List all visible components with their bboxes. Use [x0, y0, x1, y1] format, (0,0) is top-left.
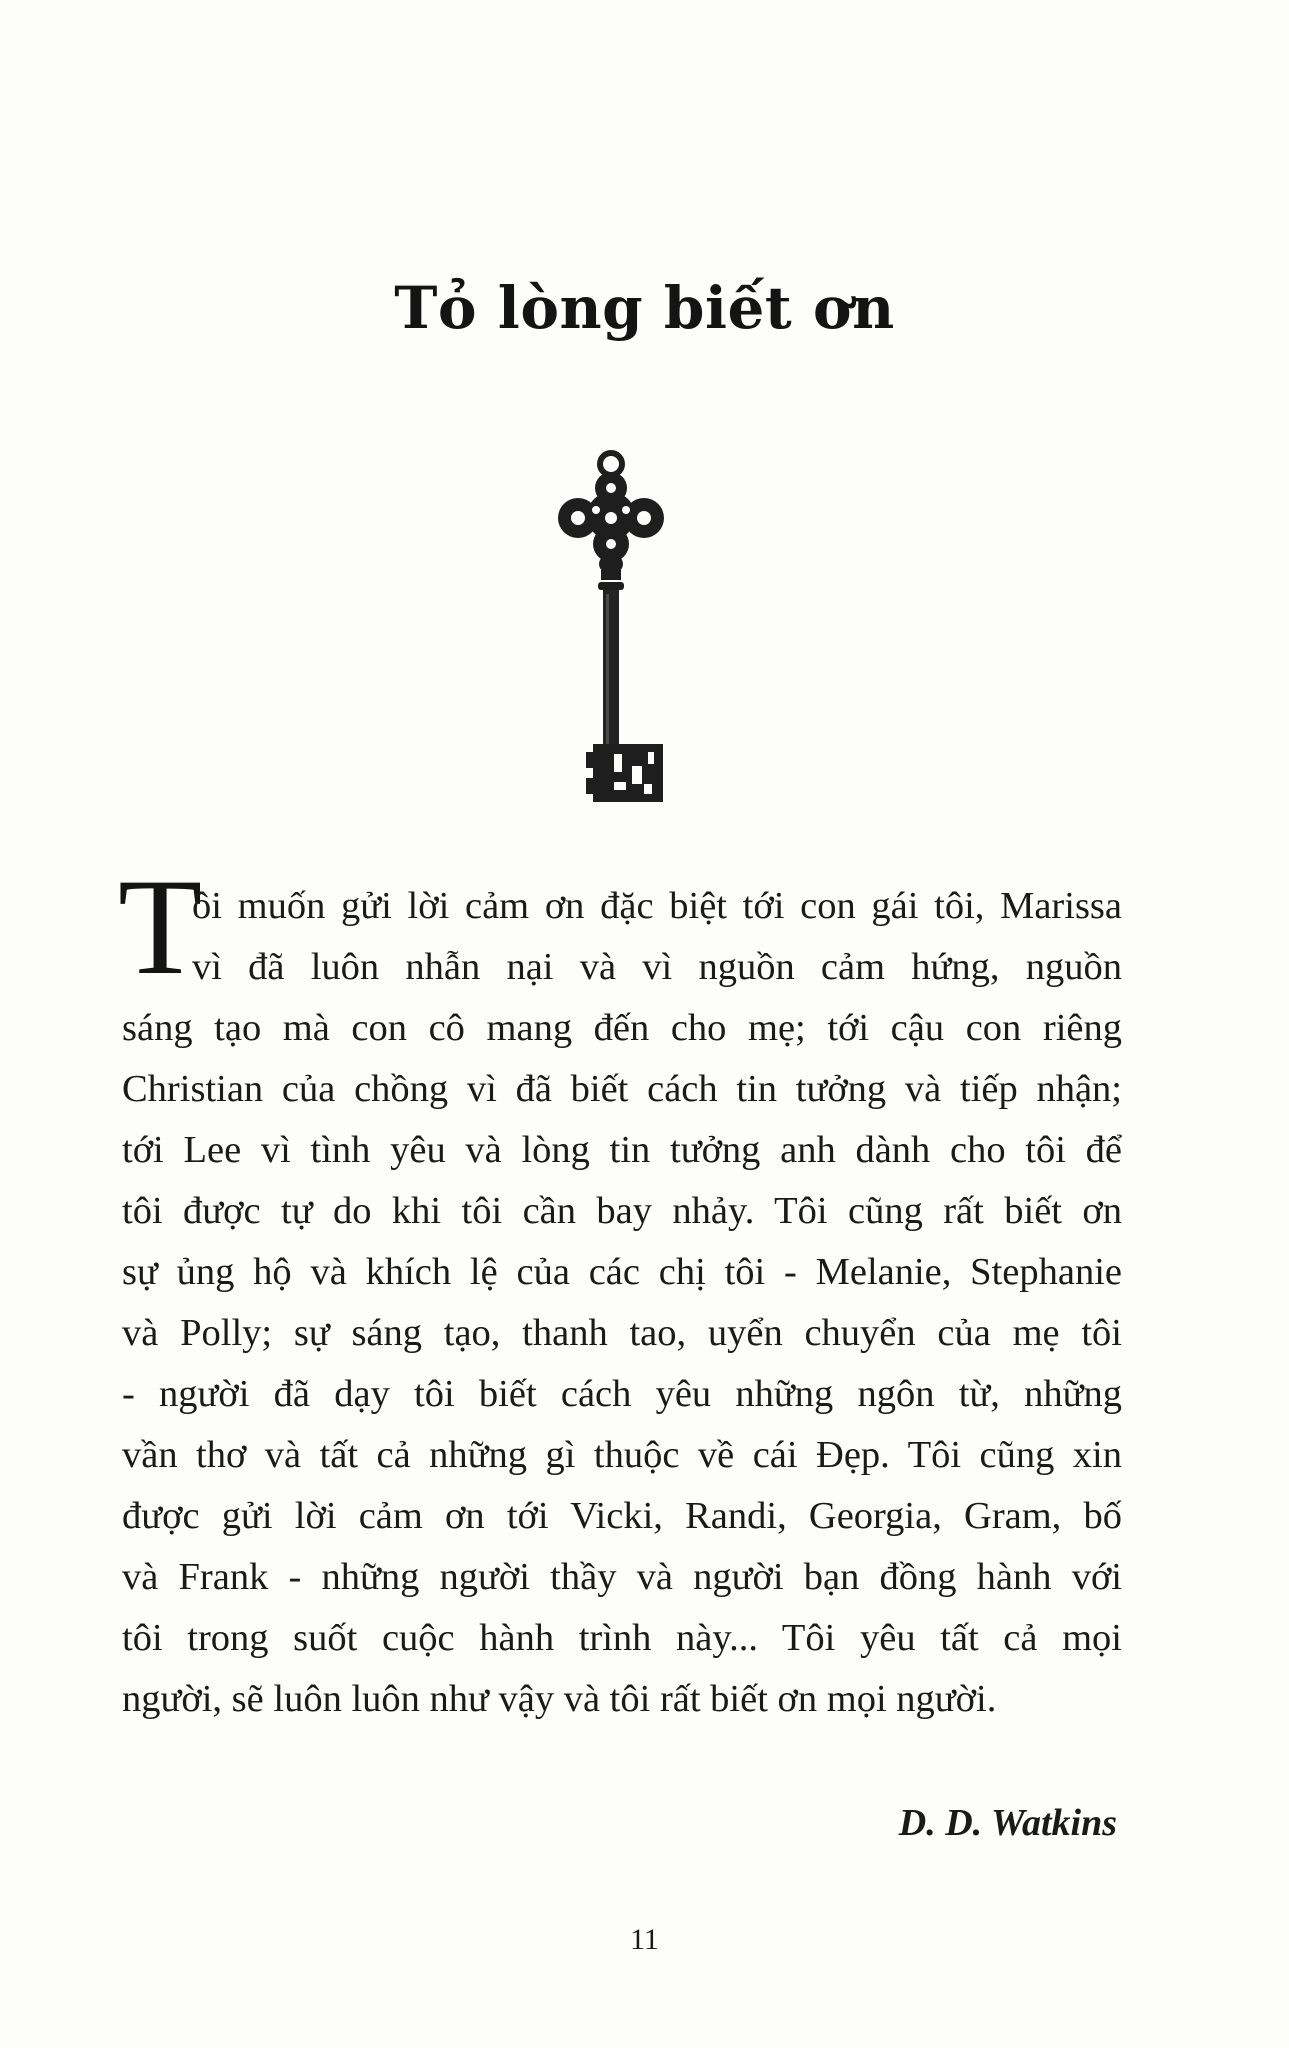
author-signature: D. D. Watkins	[898, 1802, 1117, 1844]
drop-cap: T	[118, 850, 203, 1003]
key-icon	[548, 448, 674, 808]
page-title: Tỏ lòng biết ơn	[394, 274, 895, 342]
paragraph-line: vần thơ và tất cả những gì thuộc về cái Đẹp. Tôi cũng xin	[122, 1434, 1122, 1476]
paragraph-line: và Polly; sự sáng tạo, thanh tao, uyển chuyển của mẹ tôi	[122, 1312, 1122, 1354]
paragraph-line: tôi được tự do khi tôi cần bay nhảy. Tôi cũng rất biết ơn	[122, 1190, 1122, 1232]
paragraph-line: vì đã luôn nhẫn nại và vì nguồn cảm hứng, nguồn	[192, 946, 1122, 988]
paragraph-line: người, sẽ luôn luôn như vậy và tôi rất biết ơn mọi người.	[122, 1678, 997, 1720]
paragraph-line: tới Lee vì tình yêu và lòng tin tưởng anh dành cho tôi để	[122, 1129, 1122, 1171]
paragraph-line: sự ủng hộ và khích lệ của các chị tôi - Melanie, Stephanie	[122, 1251, 1122, 1293]
page-number: 11	[630, 1923, 659, 1956]
paragraph-line: ôi muốn gửi lời cảm ơn đặc biệt tới con gái tôi, Marissa	[192, 885, 1122, 927]
paragraph-line: và Frank - những người thầy và người bạn đồng hành với	[122, 1556, 1122, 1598]
paragraph-line: tôi trong suốt cuộc hành trình này... Tôi yêu tất cả mọi	[122, 1617, 1122, 1659]
paragraph-line: - người đã dạy tôi biết cách yêu những ngôn từ, những	[122, 1373, 1122, 1415]
paragraph-line: được gửi lời cảm ơn tới Vicki, Randi, Georgia, Gram, bố	[122, 1495, 1122, 1537]
acknowledgement-paragraph	[122, 876, 1122, 1730]
paragraph-line: sáng tạo mà con cô mang đến cho mẹ; tới cậu con riêng	[122, 1007, 1122, 1049]
paragraph-line: Christian của chồng vì đã biết cách tin tưởng và tiếp nhận;	[122, 1068, 1122, 1110]
